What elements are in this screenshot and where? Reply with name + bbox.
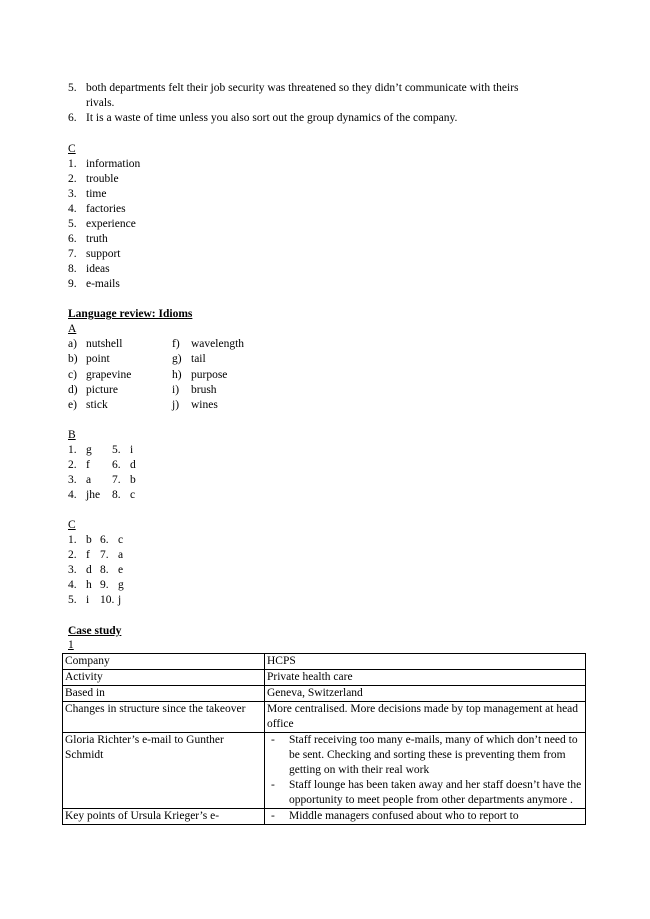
answer-row: 2. f 6. d xyxy=(68,459,136,471)
row-value: Geneva, Switzerland xyxy=(265,686,586,702)
bullet-item: - Staff receiving too many e-mails, many of which don’t need to be sent. Checking and sorting these is preventing them from getting on with their real work xyxy=(267,733,583,778)
idiom-item: f) wavelength xyxy=(172,338,245,350)
idiom-item: h) purpose xyxy=(172,369,228,381)
row-value: HCPS xyxy=(265,654,586,670)
bullet-list xyxy=(267,733,583,808)
subsection-a-heading: A xyxy=(68,323,77,335)
list-item: 2. trouble xyxy=(68,173,119,185)
row-label: Key points of Ursula Krieger’s e- xyxy=(63,809,265,825)
answer-row: 1. g 5. i xyxy=(68,444,134,456)
table-row xyxy=(63,809,586,825)
list-item: 4. factories xyxy=(68,203,126,215)
idiom-item: g) tail xyxy=(172,353,206,365)
item-text: It is a waste of time unless you also sort out the group dynamics of the company. xyxy=(86,112,458,124)
table-row xyxy=(63,670,586,686)
answer-row: 2. f 7. a xyxy=(68,549,124,561)
idiom-item: i) brush xyxy=(172,384,217,396)
list-item: 1. information xyxy=(68,158,141,170)
case-study-table xyxy=(62,653,586,825)
answer-row: 4. h 9. g xyxy=(68,579,124,591)
bullet-list xyxy=(267,809,583,824)
item-text-continued: rivals. xyxy=(86,97,115,109)
row-value: Private health care xyxy=(265,670,586,686)
item-number: 5. xyxy=(68,82,77,94)
idiom-item: a) nutshell xyxy=(68,338,123,350)
row-value: More centralised. More decisions made by top management at head office xyxy=(265,702,586,733)
bullet-item: - Middle managers confused about who to report to xyxy=(267,809,583,824)
subsection-b-heading: B xyxy=(68,429,76,441)
table-row xyxy=(63,686,586,702)
case-study-number: 1 xyxy=(68,639,74,651)
row-label: Activity xyxy=(63,670,265,686)
table-row xyxy=(63,733,586,809)
subsection-c-heading: C xyxy=(68,519,76,531)
answer-row: 3. d 8. e xyxy=(68,564,124,576)
table-row xyxy=(63,654,586,670)
row-value xyxy=(265,733,586,809)
table-row xyxy=(63,702,586,733)
row-value xyxy=(265,809,586,825)
row-label: Based in xyxy=(63,686,265,702)
item-text: both departments felt their job security was threatened so they didn’t communicate with theirs xyxy=(86,82,519,94)
bullet-item: - Staff lounge has been taken away and her staff doesn’t have the opportunity to meet people from other departments anymore . xyxy=(267,778,583,808)
item-number: 6. xyxy=(68,112,77,124)
answer-row: 1. b 6. c xyxy=(68,534,124,546)
answer-row: 5. i 10. j xyxy=(68,594,122,606)
idiom-item: d) picture xyxy=(68,384,118,396)
language-review-heading: Language review: Idioms xyxy=(68,308,193,320)
idiom-item: b) point xyxy=(68,353,110,365)
answer-row: 4. jhe 8. c xyxy=(68,489,136,501)
row-label: Gloria Richter’s e-mail to Gunther Schmidt xyxy=(63,733,265,809)
idiom-item: j) wines xyxy=(172,399,218,411)
case-study-heading: Case study xyxy=(68,625,122,637)
list-item: 6. truth xyxy=(68,233,108,245)
row-label: Company xyxy=(63,654,265,670)
answer-row: 3. a 7. b xyxy=(68,474,136,486)
list-item: 3. time xyxy=(68,188,107,200)
list-item: 8. ideas xyxy=(68,263,110,275)
list-item: 5. experience xyxy=(68,218,136,230)
idiom-item: e) stick xyxy=(68,399,108,411)
idiom-item: c) grapevine xyxy=(68,369,132,381)
row-label: Changes in structure since the takeover xyxy=(63,702,265,733)
list-item: 9. e-mails xyxy=(68,278,120,290)
list-item: 7. support xyxy=(68,248,121,260)
section-c-heading: C xyxy=(68,143,76,155)
